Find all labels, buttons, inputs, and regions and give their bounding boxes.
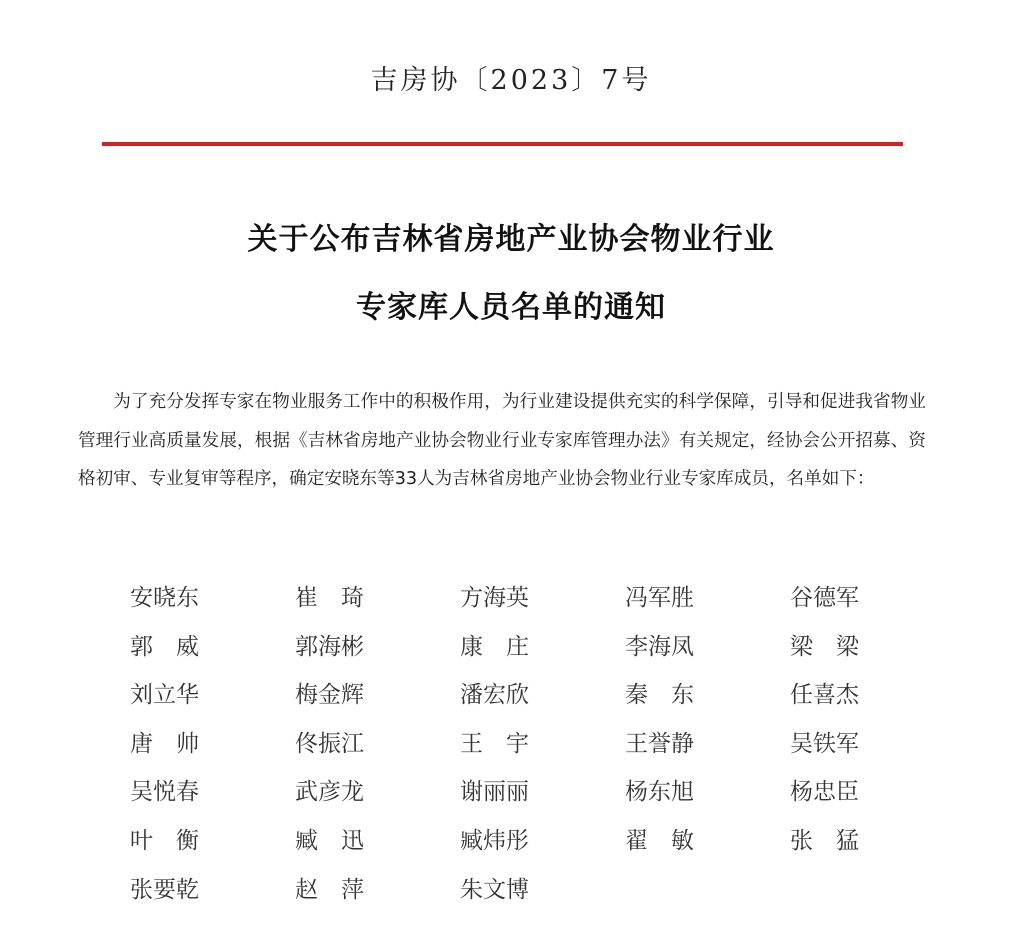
expert-name: 翟 敏: [625, 827, 694, 854]
expert-name: 张 猛: [790, 827, 859, 854]
expert-name: 崔 琦: [295, 585, 364, 611]
expert-name: 谢丽丽: [460, 779, 529, 806]
expert-name: 王誉静: [625, 730, 694, 757]
expert-name: 任喜杰: [790, 682, 859, 709]
expert-name: 刘立华: [130, 682, 199, 709]
document-number: 吉房协〔2023〕7号: [370, 65, 652, 96]
expert-name: 梁 梁: [790, 633, 859, 660]
expert-name: 郭 威: [130, 633, 199, 660]
expert-name: 康 庄: [460, 633, 529, 660]
expert-name: 武彦龙: [295, 779, 364, 806]
expert-name: 赵 萍: [295, 876, 364, 903]
expert-name-list: [130, 578, 955, 918]
expert-name: 王 宇: [460, 730, 529, 757]
document-title-line-2: 专家库人员名单的通知: [356, 290, 666, 325]
body-paragraph: 为了充分发挥专家在物业服务工作中的积极作用，为行业建设提供充实的科学保障，引导和促进我省物业管理行业高质量发展，根据《吉林省房地产业协会物业行业专家库管理办法》有关规定，经协会公开招募、资格初审、专业复审等程序，确定安晓东等33人为吉林省房地产业协会物业行业专家库成员，名单如下：: [78, 392, 926, 489]
expert-name: 秦 东: [625, 682, 694, 709]
expert-name: 谷德军: [790, 585, 859, 611]
expert-name: 吴铁军: [790, 730, 859, 757]
expert-name: 郭海彬: [295, 633, 364, 660]
expert-name: 安晓东: [130, 585, 199, 611]
expert-name: 李海凤: [625, 633, 694, 660]
expert-name: 梅金辉: [295, 682, 364, 709]
expert-name: 佟振江: [295, 730, 364, 757]
document-title-line-1: 关于公布吉林省房地产业协会物业行业: [247, 222, 775, 257]
red-header-rule: [102, 142, 903, 146]
expert-name: 唐 帅: [130, 730, 199, 757]
expert-name: 臧炜彤: [460, 827, 529, 854]
expert-name: 臧 迅: [295, 827, 364, 854]
expert-name: 叶 衡: [130, 827, 199, 854]
expert-name: 方海英: [460, 585, 529, 611]
expert-name: 吴悦春: [130, 779, 199, 806]
expert-name: 杨忠臣: [790, 779, 859, 806]
expert-name: 杨东旭: [625, 779, 694, 806]
expert-name: 潘宏欣: [460, 682, 529, 709]
expert-name: 张要乾: [130, 876, 199, 903]
expert-name: 冯军胜: [625, 585, 694, 611]
expert-name: 朱文博: [460, 876, 529, 903]
